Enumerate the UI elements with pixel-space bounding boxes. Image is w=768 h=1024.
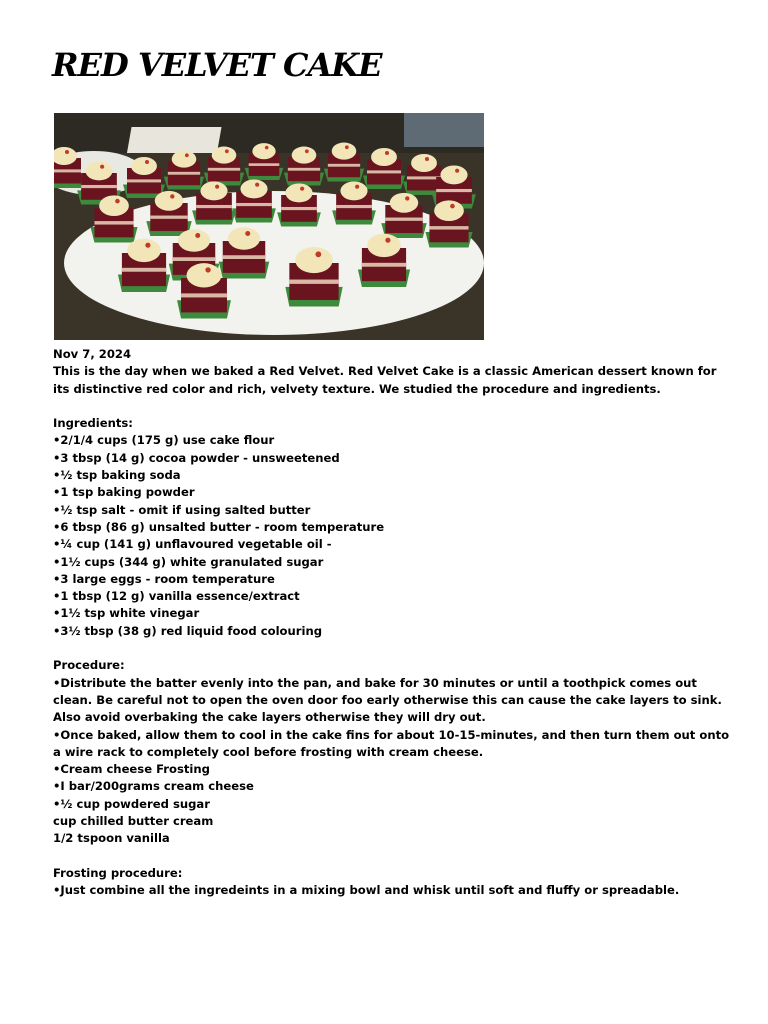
ingredients-heading: Ingredients: bbox=[53, 416, 133, 431]
ingredient-item: •6 tbsp (86 g) unsalted butter - room temperature bbox=[53, 519, 385, 534]
procedure-line: •I bar/200grams cream cheese bbox=[53, 779, 254, 794]
ingredient-item: •2/1/4 cups (175 g) use cake flour bbox=[53, 433, 275, 448]
procedure-heading: Procedure: bbox=[53, 658, 125, 673]
ingredient-item: •1 tsp baking powder bbox=[53, 485, 195, 500]
ingredient-item: •3 large eggs - room temperature bbox=[53, 571, 275, 586]
ingredient-item: •½ tsp baking soda bbox=[53, 468, 181, 483]
cake-photo-icon bbox=[54, 113, 484, 340]
document-title: RED VELVET CAKE bbox=[52, 46, 382, 84]
procedure-line: cup chilled butter cream bbox=[53, 814, 214, 829]
procedure-step: •Distribute the batter evenly into the pan, and bake for 30 minutes or until a toothpick comes out clean. Be careful not to open the oven door foo early otherwise this can cause the cake layers to sink. Also avoid overbaking the cake layers otherwise they will dry out. bbox=[53, 675, 722, 725]
ingredient-item: •1½ tsp white vinegar bbox=[53, 606, 200, 621]
ingredient-item: •¼ cup (141 g) unflavoured vegetable oil - bbox=[53, 537, 332, 552]
ingredient-item: •3½ tbsp (38 g) red liquid food colouring bbox=[53, 623, 323, 638]
cake-photo bbox=[54, 113, 484, 340]
procedure-line: 1/2 tspoon vanilla bbox=[53, 831, 170, 846]
procedure-step: •Once baked, allow them to cool in the cake fins for about 10-15-minutes, and then turn them out onto a wire rack to completely cool before frosting with cream cheese. bbox=[53, 727, 730, 759]
frosting-step: •Just combine all the ingredeints in a mixing bowl and whisk until soft and fluffy or spreadable. bbox=[53, 883, 680, 898]
ingredient-item: •1½ cups (344 g) white granulated sugar bbox=[53, 554, 324, 569]
recipe-body bbox=[53, 346, 733, 900]
frosting-heading: Frosting procedure: bbox=[53, 865, 183, 880]
ingredient-item: •½ tsp salt - omit if using salted butter bbox=[53, 502, 311, 517]
procedure-line: •Cream cheese Frosting bbox=[53, 762, 210, 777]
procedure-line: •½ cup powdered sugar bbox=[53, 796, 210, 811]
ingredient-item: •1 tbsp (12 g) vanilla essence/extract bbox=[53, 589, 300, 604]
ingredient-item: •3 tbsp (14 g) cocoa powder - unsweetened bbox=[53, 450, 340, 465]
entry-date: Nov 7, 2024 bbox=[53, 347, 132, 361]
intro-paragraph: This is the day when we baked a Red Velvet. Red Velvet Cake is a classic American dessert known for its distinctive red color and rich, velvety texture. We studied the procedure and ingredients. bbox=[53, 364, 717, 396]
